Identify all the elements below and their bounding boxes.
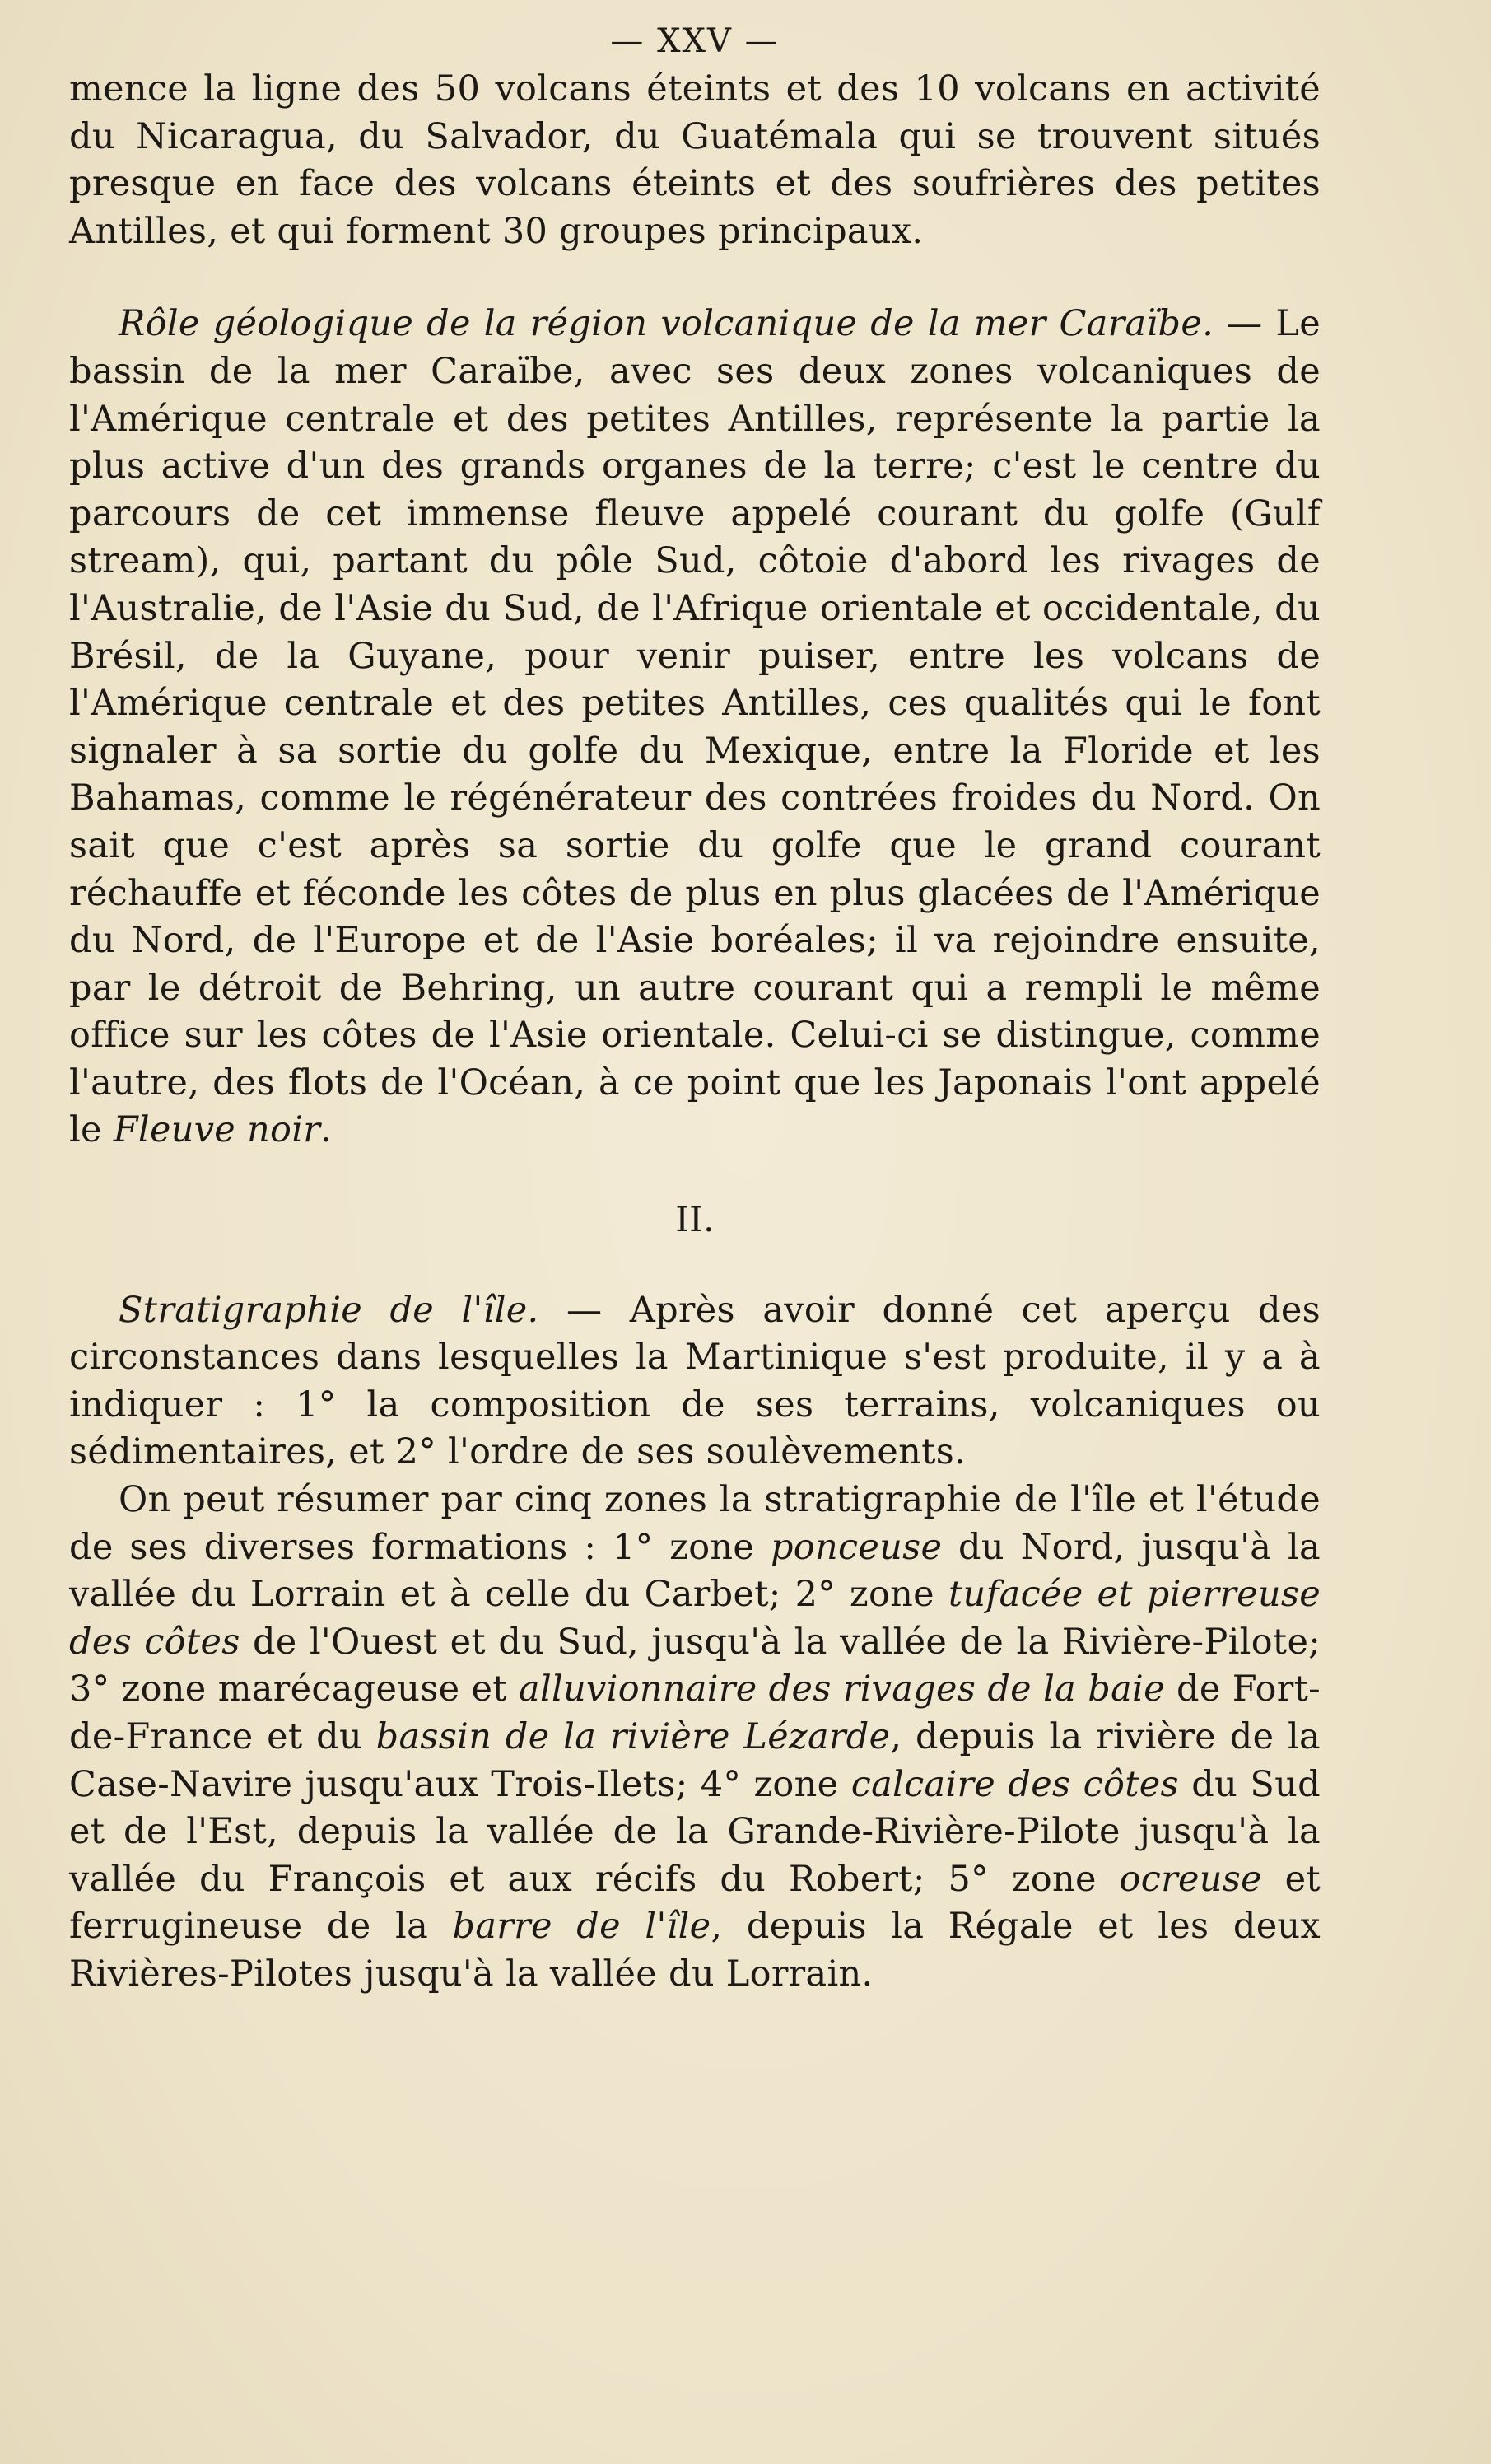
- zones-italic-alluvionnaire: alluvionnaire des rivages de la baie: [519, 1668, 1165, 1710]
- zones-text-d: de Fort-de-France et du: [69, 1668, 1321, 1757]
- zones-text-a: On peut résumer par cinq zones la stratigraphie de l'île et l'étude de ses diverses formations : 1° zone: [69, 1479, 1321, 1568]
- paragraph-stratigraphy-body: — Après avoir donné cet aperçu des circonstances dans lesquelles la Martinique s'est produite, il y a à indiquer : 1° la composition de ses terrains, volcaniques ou sédimentaires, et 2° l'ordre de ses soulèvements.: [69, 1289, 1321, 1473]
- zones-italic-tufacee: tufacée et pierreuse des côtes: [69, 1574, 1321, 1663]
- page-text: [69, 16, 1321, 1999]
- zones-text-g: et ferrugineuse de la: [69, 1858, 1321, 1948]
- zones-text-c: de l'Ouest et du Sud, jusqu'à la vallée de la Rivière-Pilote; 3° zone marécageuse et: [69, 1621, 1321, 1710]
- section-title-stratigraphy: Stratigraphie de l'île.: [119, 1289, 539, 1331]
- zones-italic-barre: barre de l'île: [452, 1906, 711, 1948]
- fleuve-noir-term: Fleuve noir: [113, 1109, 321, 1151]
- paragraph-caribbean-body: — Le bassin de la mer Caraïbe, avec ses deux zones volcaniques de l'Amérique centrale et des petites Antilles, représente la partie la plus active d'un des grands organes de la terre; c'est le centre du parcours de cet immense fleuve appelé courant du golfe (Gulf stream), qui, partant du pôle Sud, côtoie d'abord les rivages de l'Australie, de l'Asie du Sud, de l'Afrique orientale et occidentale, du Brésil, de la Guyane, pour venir puiser, entre les volcans de l'Amérique centrale et des petites Antilles, ces qualités qui le font signaler à sa sortie du golfe du Mexique, entre la Floride et les Bahamas, comme le régénérateur des contrées froides du Nord. On sait que c'est après sa sortie du golfe que le grand courant réchauffe et féconde les côtes de plus en plus glacées de l'Amérique du Nord, de l'Europe et de l'Asie boréales; il va rejoindre ensuite, par le détroit de Behring, un autre courant qui a rempli le même office sur les côtes de l'Asie orientale. Celui-ci se distingue, comme l'autre, des flots de l'Océan, à ce point que les Japonais l'ont appelé le: [69, 303, 1321, 1151]
- paragraph-stratigraphy-intro: [69, 1287, 1321, 1477]
- running-head: — XXV —: [610, 22, 780, 60]
- zones-italic-calcaire: calcaire des côtes: [850, 1763, 1179, 1805]
- zones-italic-ocreuse: ocreuse: [1119, 1858, 1262, 1900]
- zones-text-e: , depuis la rivière de la Case-Navire jusqu'aux Trois-Ilets; 4° zone: [69, 1716, 1321, 1805]
- zones-italic-ponceuse: ponceuse: [770, 1526, 943, 1568]
- paragraph-caribbean-role: [69, 301, 1321, 1155]
- zones-text-f: du Sud et de l'Est, depuis la vallée de la Grande-Rivière-Pilote jusqu'à la vallée du François et aux récifs du Robert; 5° zone: [69, 1763, 1321, 1900]
- paragraph-continuation: mence la ligne des 50 volcans éteints et des 10 volcans en activité du Nicaragua, du Salvador, du Guatémala qui se trouvent situés presque en face des volcans éteints et des soufrières des petites Antilles, et qui forment 30 groupes principaux.: [69, 68, 1321, 252]
- zones-text-h: , depuis la Régale et les deux Rivières-Pilotes jusqu'à la vallée du Lorrain.: [69, 1906, 1321, 1995]
- section-number: II.: [675, 1199, 715, 1240]
- paragraph-gap: [69, 255, 1321, 301]
- section-title-caribbean-role: Rôle géologique de la région volcanique de la mer Caraïbe.: [119, 303, 1214, 345]
- zones-italic-lezarde: bassin de la rivière Lézarde: [375, 1716, 891, 1757]
- paragraph-five-zones: [69, 1477, 1321, 1999]
- zones-text-b: du Nord, jusqu'à la vallée du Lorrain et à celle du Carbet; 2° zone: [69, 1526, 1321, 1616]
- paragraph-caribbean-end: .: [320, 1109, 333, 1151]
